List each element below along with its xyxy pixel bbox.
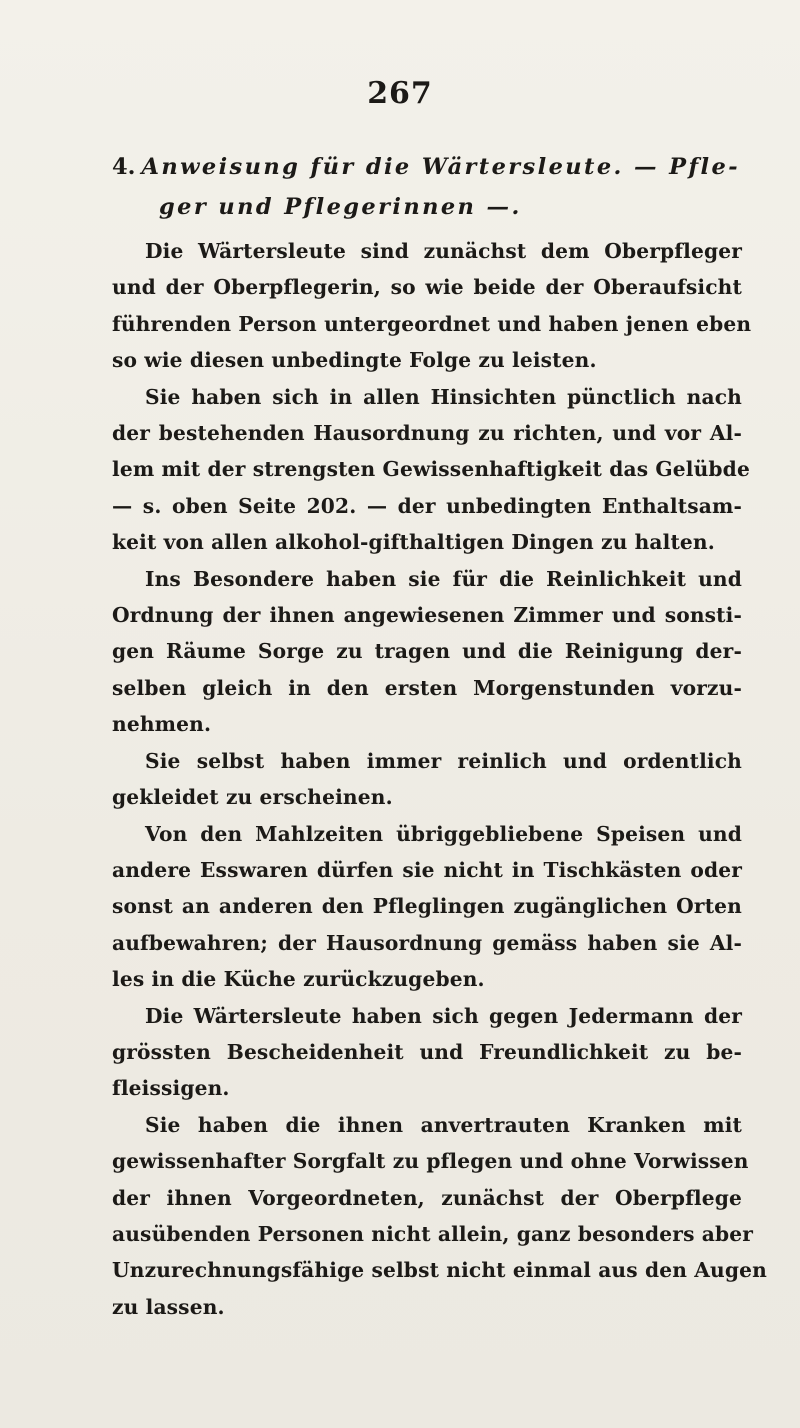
paragraph <box>112 816 742 998</box>
text-line: ausübenden Personen nicht allein, ganz besonders aber <box>112 1221 754 1246</box>
text-line: fleissigen. <box>112 1076 230 1101</box>
text-line: aufbewahren; der Hausordnung gemäss haben sie Al- <box>112 930 742 955</box>
text-line: Sie selbst haben immer reinlich und ordentlich <box>145 748 742 773</box>
text-line: keit von allen alkohol-gifthaltigen Dingen zu halten. <box>112 530 715 555</box>
text-line: grössten Bescheidenheit und Freundlichkeit zu be- <box>112 1039 742 1064</box>
text-line: gen Räume Sorge zu tragen und die Reinigung der- <box>112 639 742 664</box>
text-line: sonst an anderen den Pfleglingen zugänglichen Orten <box>112 894 742 919</box>
paragraph <box>112 561 742 743</box>
text-line: Die Wärtersleute haben sich gegen Jedermann der <box>145 1003 742 1028</box>
heading-title-line-1: Anweisung für die Wärtersleute. — Pfle- <box>141 154 740 180</box>
text-line: so wie diesen unbedingte Folge zu leisten. <box>112 348 597 373</box>
text-line: selben gleich in den ersten Morgenstunden vorzu- <box>112 675 742 700</box>
paragraph <box>112 233 752 379</box>
paragraph <box>112 743 742 816</box>
paragraph <box>112 998 742 1107</box>
text-line: der bestehenden Hausordnung zu richten, und vor Al- <box>112 421 742 446</box>
text-line: führenden Person untergeordnet und haben jenen eben <box>112 311 752 336</box>
section-number: 4. <box>112 154 136 180</box>
text-line: der ihnen Vorgeordneten, zunächst der Oberpflege <box>112 1185 742 1210</box>
text-line: andere Esswaren dürfen sie nicht in Tischkästen oder <box>112 857 742 882</box>
text-line: Ins Besondere haben sie für die Reinlichkeit und <box>145 566 742 591</box>
body-text <box>112 233 767 1325</box>
text-line: Unzurechnungsfähige selbst nicht einmal aus den Augen <box>112 1258 767 1283</box>
text-line: lem mit der strengsten Gewissenhaftigkeit das Gelübde <box>112 457 750 482</box>
text-line: gewissenhafter Sorgfalt zu pflegen und ohne Vorwissen <box>112 1149 749 1174</box>
paragraph <box>112 1107 767 1325</box>
paragraph <box>112 379 750 561</box>
text-line: Sie haben die ihnen anvertrauten Kranken mit <box>145 1112 742 1137</box>
text-line: Von den Mahlzeiten übriggebliebene Speisen und <box>145 821 742 846</box>
heading-title-line-2: ger und Pflegerinnen —. <box>159 194 522 220</box>
text-line: Sie haben sich in allen Hinsichten pünctlich nach <box>145 384 742 409</box>
heading-line-1 <box>112 147 752 187</box>
text-line: les in die Küche zurückzugeben. <box>112 967 485 992</box>
text-line: nehmen. <box>112 712 212 737</box>
page-number: 267 <box>367 76 433 111</box>
text-line: — s. oben Seite 202. — der unbedingten Enthaltsam- <box>112 493 742 518</box>
text-line: Ordnung der ihnen angewiesenen Zimmer und sonsti- <box>112 603 742 628</box>
text-line: gekleidet zu erscheinen. <box>112 785 393 810</box>
text-line: zu lassen. <box>112 1294 225 1319</box>
text-line: Die Wärtersleute sind zunächst dem Oberpfleger <box>145 239 742 263</box>
text-line: und der Oberpflegerin, so wie beide der Oberaufsicht <box>112 275 742 300</box>
section-heading <box>112 147 752 227</box>
